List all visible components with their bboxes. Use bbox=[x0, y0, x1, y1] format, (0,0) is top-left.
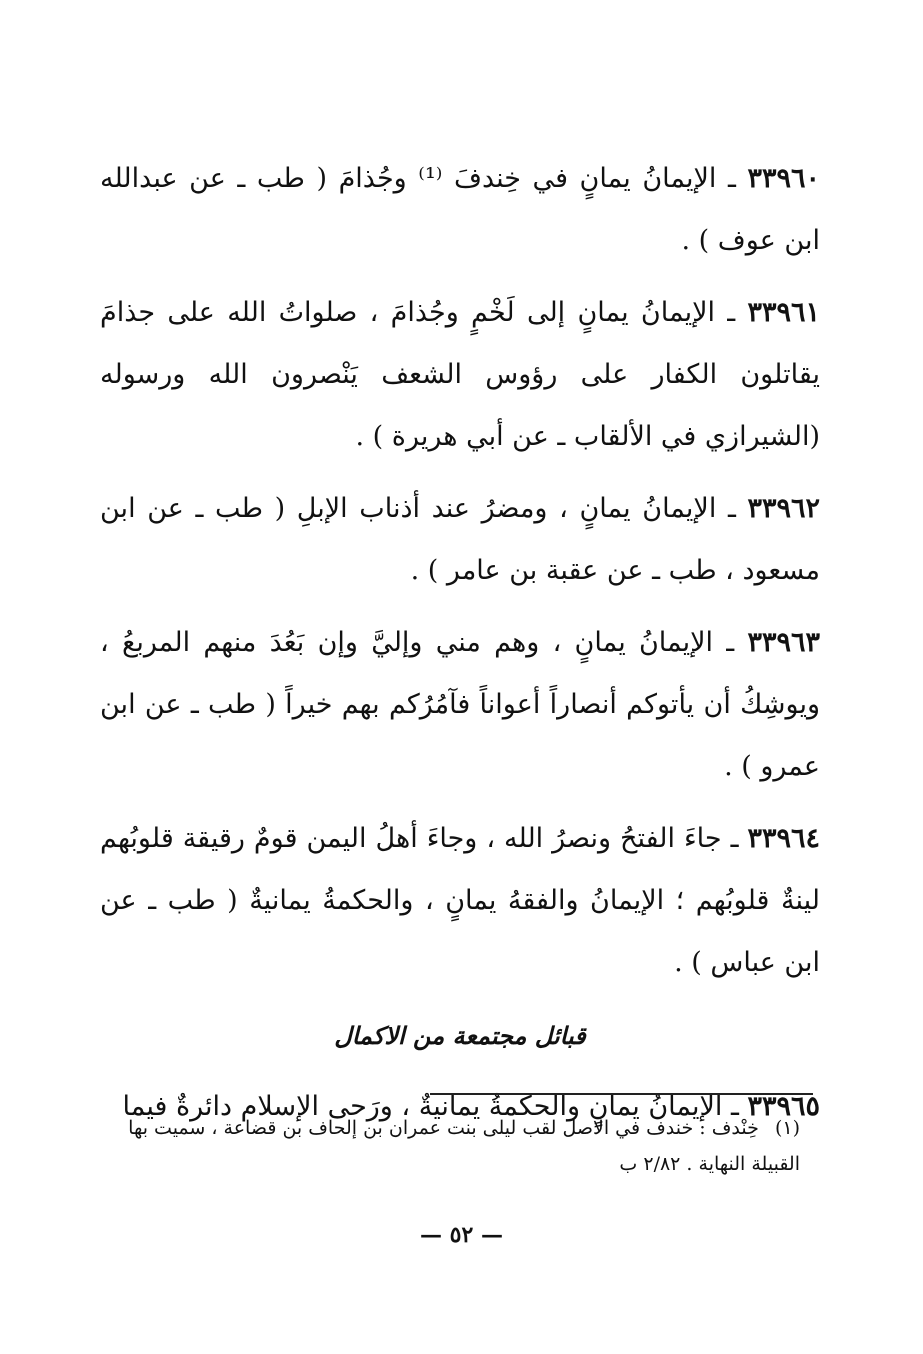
hadith-entry bbox=[100, 478, 820, 602]
hadith-entry bbox=[100, 282, 820, 468]
footnote-marker: (١) bbox=[774, 1117, 800, 1139]
hadith-number: ٣٣٩٦٠ bbox=[747, 163, 820, 194]
hadith-number: ٣٣٩٦١ bbox=[747, 297, 820, 328]
hadith-number: ٣٣٩٦٢ bbox=[747, 493, 821, 524]
hadith-number: ٣٣٩٦٣ bbox=[747, 627, 820, 658]
hadith-text: ـ الإيمانُ يمانٍ ، ومضرُ عند أذناب الإبلِ ( طب ـ عن ابن مسعود ، طب ـ عن عقبة بن عامر ) . bbox=[100, 493, 820, 586]
page-number: — ٥٢ — bbox=[420, 1222, 503, 1248]
hadith-text: ـ الإيمانُ يمانٍ والحكمةُ يمانيةٌ ، ورَحى الإسلام دائرةٌ فيما bbox=[122, 1091, 748, 1122]
hadith-text: ـ الإيمانُ يمانٍ ، وهم مني وإليَّ وإن بَعُدَ منهم المربعُ ، ويوشِكُ أن يأتوكم أنصاراً أعواناً فآمُرُكم بهم خيراً ( طب ـ عن ابن عمرو ) . bbox=[100, 627, 820, 782]
hadith-entry bbox=[100, 148, 820, 272]
footnote bbox=[100, 1110, 800, 1182]
hadith-number: ٣٣٩٦٥ bbox=[747, 1091, 820, 1122]
section-heading: قبائل مجتمعة من الاكمال bbox=[334, 1021, 586, 1050]
hadith-number: ٣٣٩٦٤ bbox=[747, 823, 820, 854]
hadith-entry bbox=[100, 808, 820, 994]
hadith-text: ـ الإيمانُ يمانٍ إلى لَخْمٍ وجُذامَ ، صلواتُ الله على جذامَ يقاتلون الكفار على رؤوس الشعف يَنْصرون الله ورسوله (الشيرازي في الألقاب ـ عن أبي هريرة ) . bbox=[100, 297, 820, 452]
footnote-text: خِنْدف : خندف في الاصل لقب ليلى بنت عمران بن إلحاف بن قضاعة ، سميت بها القبيلة النهاية . ٢/٨٢ ب bbox=[128, 1117, 800, 1175]
hadith-entries bbox=[100, 148, 820, 1138]
hadith-entry bbox=[100, 612, 820, 798]
hadith-text: ـ جاءَ الفتحُ ونصرُ الله ، وجاءَ أهلُ اليمن قومٌ رقيقة قلوبُهم لينةٌ قلوبُهم ؛ الإيمانُ والفقهُ يمانٍ ، والحكمةُ يمانيةٌ ( طب ـ عن ابن عباس ) . bbox=[100, 823, 820, 978]
hadith-text: ـ الإيمانُ يمانٍ في خِندفَ ⁽¹⁾ وجُذامَ ( طب ـ عن عبدالله ابن عوف ) . bbox=[100, 163, 820, 256]
footnote-divider bbox=[430, 1093, 813, 1095]
